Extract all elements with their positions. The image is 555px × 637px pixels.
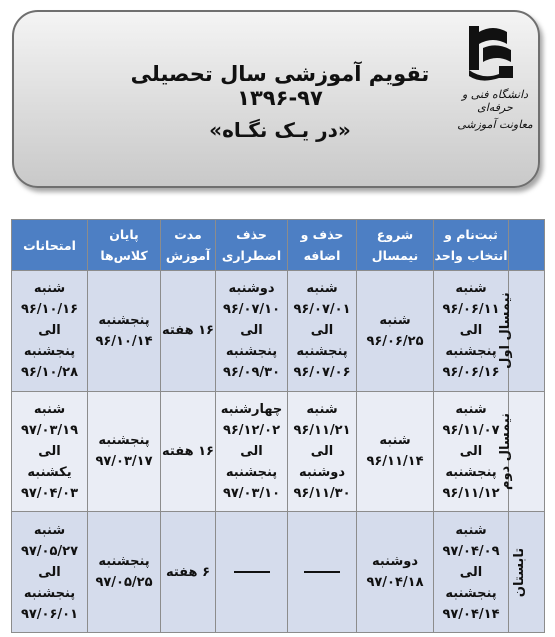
cell-line: الی xyxy=(459,564,483,580)
cell-line: ۹۶/۰۷/۰۱ xyxy=(293,302,351,318)
exams-cell xyxy=(12,391,88,512)
cell-line: پنجشنبه xyxy=(98,433,150,449)
cell-line: الی xyxy=(459,323,483,339)
cell-line: شنبه xyxy=(379,312,411,328)
add-drop-cell xyxy=(288,512,357,633)
emergency-drop-cell xyxy=(216,391,288,512)
column-header-class-end: پایان کلاس‌ها xyxy=(88,220,161,271)
cell-line: شنبه xyxy=(306,401,338,417)
class-end-cell xyxy=(88,512,161,633)
duration-cell xyxy=(161,391,216,512)
start-cell xyxy=(357,271,434,392)
column-header-exams: امتحانات xyxy=(12,220,88,271)
cell-line: ۹۷/۰۳/۱۰ xyxy=(222,485,281,501)
cell-line: پنجشنبه xyxy=(23,344,76,360)
cell-line: ۹۷/۰۳/۱۷ xyxy=(95,454,153,470)
add-drop-cell xyxy=(288,391,357,512)
cell-line: ۹۶/۱۱/۳۰ xyxy=(293,485,351,501)
table-row xyxy=(12,512,545,633)
column-header-corner xyxy=(509,220,545,271)
cell-line: ۹۶/۰۷/۱۰ xyxy=(222,302,281,318)
cell-line: الی xyxy=(240,323,263,339)
cell-line: ۹۷/۰۵/۲۷ xyxy=(20,543,79,559)
cell-line: الی xyxy=(38,323,61,339)
emergency-drop-cell xyxy=(216,271,288,392)
page-title: تقویم آموزشی سال تحصیلی ۹۷-۱۳۹۶ xyxy=(130,62,430,110)
cell-line: ۹۶/۰۶/۲۵ xyxy=(366,333,424,349)
cell-line: دوشنبه xyxy=(371,554,419,570)
column-header-emergency-drop: حذف اضطراری xyxy=(216,220,288,271)
page-subtitle: «در یـک نگـاه» xyxy=(209,118,351,142)
cell-line: ۹۶/۱۱/۱۲ xyxy=(442,485,500,501)
cell-line: ۱۶ هفته xyxy=(162,323,214,339)
cell-line: شنبه xyxy=(33,401,66,417)
column-header-duration: مدت آموزش xyxy=(161,220,216,271)
cell-line: ۹۷/۰۴/۱۴ xyxy=(442,606,500,622)
cell-line: شنبه xyxy=(379,433,411,449)
cell-line: شنبه xyxy=(455,401,487,417)
start-cell xyxy=(357,391,434,512)
cell-line: شنبه xyxy=(455,522,487,538)
department-name: معاونت آموزشی xyxy=(457,118,533,131)
class-end-cell xyxy=(88,271,161,392)
cell-line: ۹۶/۱۲/۰۲ xyxy=(222,422,281,438)
cell-line: ۹۷/۰۴/۰۹ xyxy=(442,543,500,559)
cell-line: ۹۶/۱۰/۲۸ xyxy=(20,365,79,381)
cell-line: الی xyxy=(459,443,483,459)
cell-line: پنجشنبه xyxy=(23,585,76,601)
cell-line: پنجشنبه xyxy=(445,464,497,480)
cell-line: ۹۷/۰۳/۱۹ xyxy=(20,422,79,438)
cell-line: پنجشنبه xyxy=(445,344,497,360)
cell-line: ۹۷/۰۴/۰۳ xyxy=(20,485,79,501)
row-label-cell: نیمسال دوم xyxy=(509,391,545,512)
university-name: دانشگاه فنی و حرفه‌ای xyxy=(461,88,529,114)
university-logo-icon xyxy=(463,22,519,82)
cell-line: الی xyxy=(240,443,263,459)
cell-line: شنبه xyxy=(306,281,338,297)
cell-line: الی xyxy=(310,323,334,339)
cell-line: چهارشنبه xyxy=(220,401,283,417)
cell-line: ۹۷/۰۵/۲۵ xyxy=(95,575,153,591)
add-drop-cell xyxy=(288,271,357,392)
row-label-cell: تابستان xyxy=(509,512,545,633)
cell-line: ۹۷/۰۶/۰۱ xyxy=(20,606,79,622)
cell-line: دوشنبه xyxy=(298,464,346,480)
cell-line: ۹۶/۱۱/۰۷ xyxy=(442,422,500,438)
cell-line: ۹۶/۰۶/۱۱ xyxy=(442,302,500,318)
start-cell xyxy=(357,512,434,633)
cell-line: پنجشنبه xyxy=(225,344,278,360)
duration-cell xyxy=(161,271,216,392)
cell-line: ۹۶/۱۰/۱۴ xyxy=(95,333,153,349)
table-header-row xyxy=(12,220,545,271)
cell-line: ۹۶/۰۷/۰۶ xyxy=(293,365,351,381)
exams-cell xyxy=(12,512,88,633)
cell-line: ۹۶/۱۰/۱۶ xyxy=(20,302,79,318)
cell-line: ۱۶ هفته xyxy=(162,443,214,459)
academic-calendar-table xyxy=(11,219,545,633)
emergency-drop-cell xyxy=(216,512,288,633)
cell-line: دوشنبه xyxy=(228,281,275,297)
cell-line: ۶ هفته xyxy=(165,564,211,580)
row-label-cell: نیمسال اول xyxy=(509,271,545,392)
cell-line: الی xyxy=(310,443,334,459)
exams-cell xyxy=(12,271,88,392)
column-header-add-drop: حذف و اضافه xyxy=(288,220,357,271)
cell-line: شنبه xyxy=(33,281,66,297)
cell-line: پنجشنبه xyxy=(445,585,497,601)
cell-line: پنجشنبه xyxy=(296,344,348,360)
table-row xyxy=(12,391,545,512)
cell-line: یکشنبه xyxy=(27,464,72,480)
cell-line: پنجشنبه xyxy=(98,554,150,570)
cell-line: الی xyxy=(38,564,61,580)
cell-line: پنجشنبه xyxy=(225,464,278,480)
column-header-registration: ثبت‌نام و انتخاب واحد xyxy=(434,220,509,271)
cell-line: ۹۶/۱۱/۲۱ xyxy=(293,422,351,438)
not-applicable-dash xyxy=(234,571,270,573)
not-applicable-dash xyxy=(304,571,340,573)
cell-line: شنبه xyxy=(33,522,66,538)
class-end-cell xyxy=(88,391,161,512)
cell-line: ۹۶/۰۹/۳۰ xyxy=(222,365,281,381)
column-header-start: شروع نیمسال xyxy=(357,220,434,271)
duration-cell xyxy=(161,512,216,633)
cell-line: ۹۶/۱۱/۱۴ xyxy=(366,454,424,470)
cell-line: ۹۷/۰۴/۱۸ xyxy=(366,575,424,591)
cell-line: الی xyxy=(38,443,61,459)
cell-line: ۹۶/۰۶/۱۶ xyxy=(442,365,500,381)
table-row xyxy=(12,271,545,392)
cell-line: پنجشنبه xyxy=(98,312,150,328)
cell-line: شنبه xyxy=(455,281,487,297)
